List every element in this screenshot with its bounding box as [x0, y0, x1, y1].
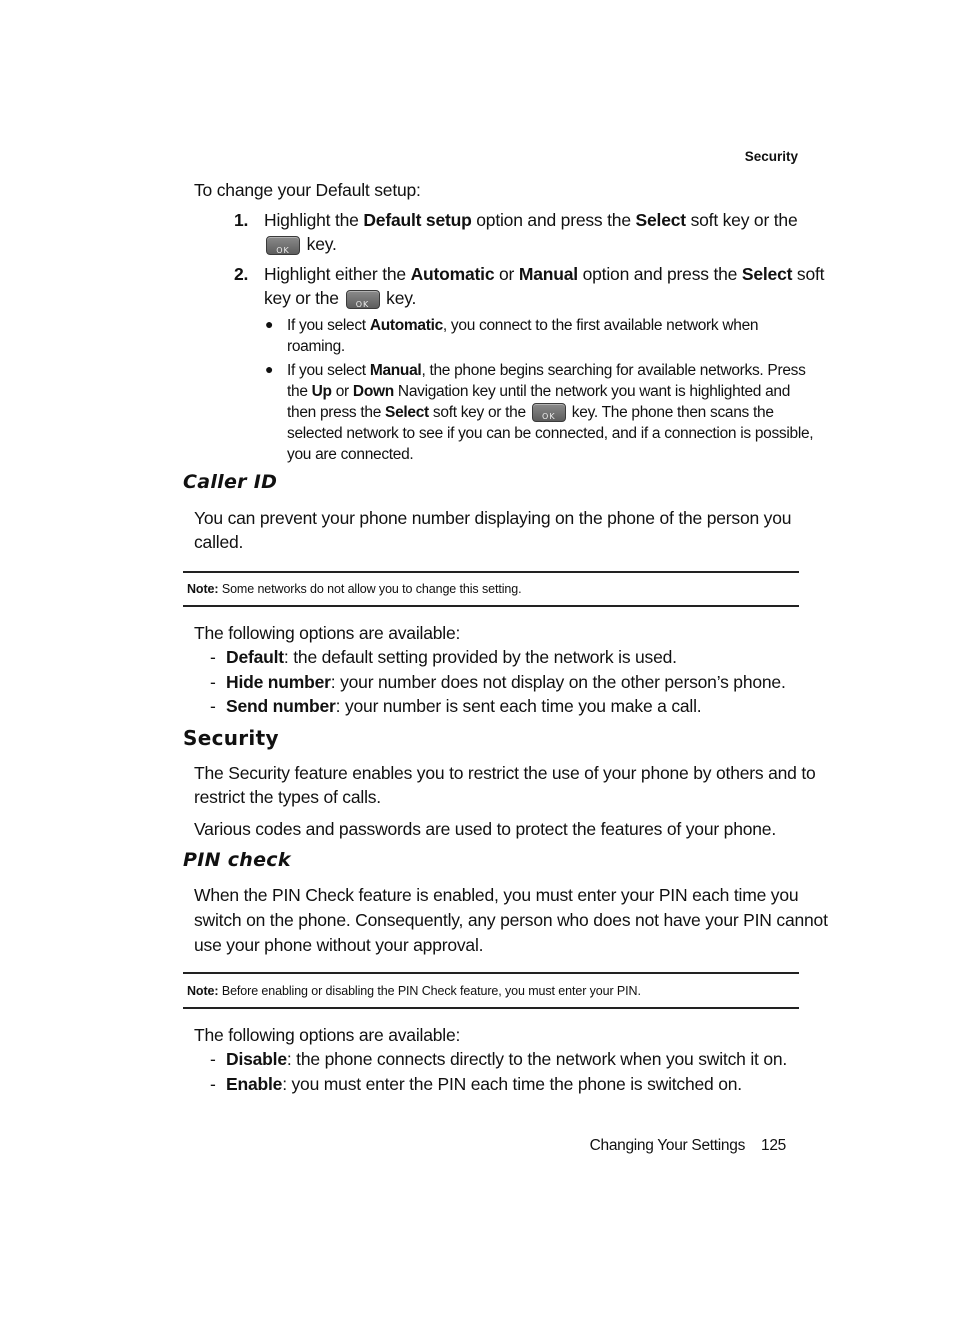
ok-key-icon: OK [346, 290, 380, 309]
step-1-line-1: Highlight the Default setup option and press the Select soft key or the [264, 210, 798, 230]
step-1-number: 1. [234, 210, 249, 230]
step-1-line-2: OK key. [264, 232, 337, 256]
step-2-line-1: Highlight either the Automatic or Manual option and press the Select soft [264, 264, 825, 284]
bullet-icon: ● [265, 316, 274, 332]
bullet-manual: If you select Manual, the phone begins searching for available networks. Press the Up or Down Navigation key until the network you want is highlighted and then press the Select soft key or the OK key. The phone then scans the selected network to see if you can be connected, and if a connection is possible, you are connected. [287, 362, 814, 463]
option-dash: - [210, 672, 216, 692]
bullet-icon: ● [265, 361, 274, 377]
note-bottom-rule [183, 605, 799, 607]
option-send-number: Send number: your number is sent each time you make a call. [226, 696, 702, 716]
bullet-automatic: If you select Automatic, you connect to the first available network when roaming. [287, 317, 759, 355]
pin-check-note: Note: Before enabling or disabling the PIN Check feature, you must enter your PIN. [187, 984, 641, 998]
pin-check-options-intro: The following options are available: [194, 1025, 461, 1045]
option-default: Default: the default setting provided by the network is used. [226, 647, 677, 667]
ok-key-icon: OK [266, 236, 300, 255]
security-paragraph-1: The Security feature enables you to restrict the use of your phone by others and to restrict the types of calls. [194, 763, 816, 807]
option-enable: Enable: you must enter the PIN each time the phone is switched on. [226, 1074, 742, 1094]
running-header: Security [744, 149, 798, 164]
caller-id-note: Note: Some networks do not allow you to change this setting. [187, 582, 522, 596]
option-dash: - [210, 1049, 216, 1069]
caller-id-options-intro: The following options are available: [194, 623, 461, 643]
pin-check-paragraph: When the PIN Check feature is enabled, you must enter your PIN each time you switch on the phone. Consequently, any person who does not have your PIN cannot use your phone without your approval. [194, 885, 828, 955]
page-number: 125 [761, 1137, 786, 1154]
security-paragraph-2: Various codes and passwords are used to protect the features of your phone. [194, 819, 776, 839]
note-top-rule [183, 571, 799, 573]
step-2-number: 2. [234, 264, 249, 284]
caller-id-paragraph: You can prevent your phone number displaying on the phone of the person you called. [194, 508, 792, 552]
security-heading: Security [183, 726, 279, 750]
step-2-line-2: key or the OK key. [264, 288, 417, 309]
caller-id-heading: Caller ID [183, 471, 278, 493]
option-disable: Disable: the phone connects directly to the network when you switch it on. [226, 1049, 788, 1069]
ok-key-icon: OK [532, 403, 566, 422]
footer-section-title: Changing Your Settings [589, 1137, 746, 1154]
option-dash: - [210, 1074, 216, 1094]
option-dash: - [210, 696, 216, 716]
note-top-rule [183, 972, 799, 974]
default-setup-intro: To change your Default setup: [194, 180, 421, 200]
note-bottom-rule [183, 1007, 799, 1009]
option-dash: - [210, 647, 216, 667]
option-hide-number: Hide number: your number does not display on the other person’s phone. [226, 672, 786, 692]
pin-check-heading: PIN check [183, 849, 291, 871]
footer [590, 1137, 786, 1155]
